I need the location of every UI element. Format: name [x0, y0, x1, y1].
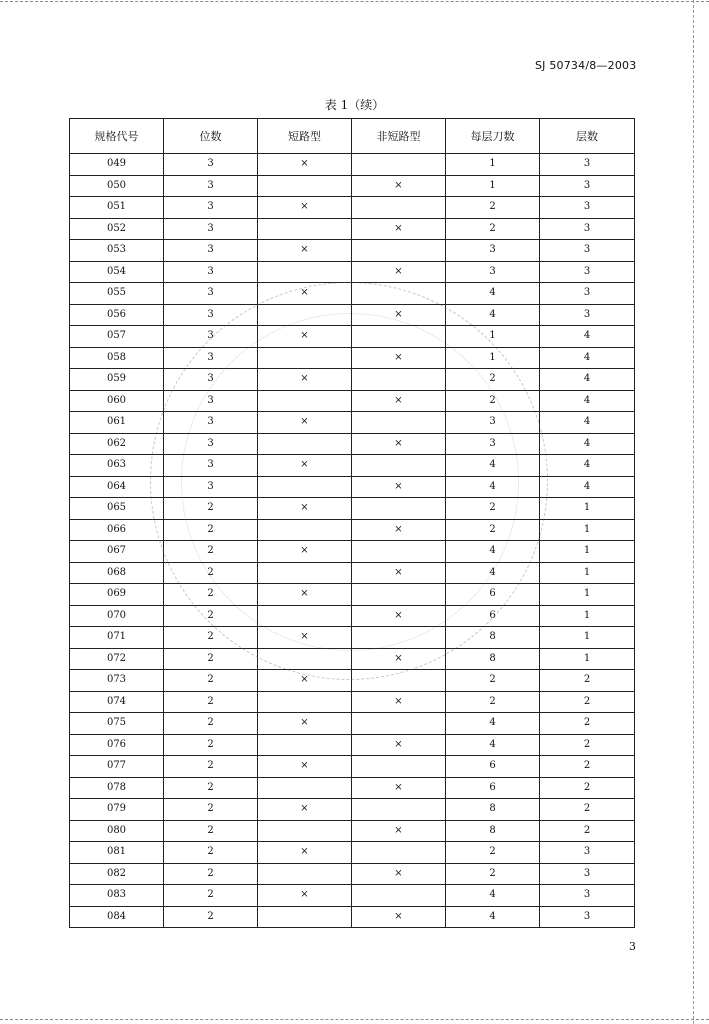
cell-spec-code: 083 — [70, 885, 164, 907]
table-row — [70, 562, 635, 584]
table-row — [70, 175, 635, 197]
cell-layers: 1 — [540, 562, 635, 584]
cell-blades-per-layer: 2 — [446, 670, 540, 692]
table-row — [70, 820, 635, 842]
cell-layers: 3 — [540, 218, 635, 240]
cell-short-type: × — [258, 283, 352, 305]
cell-digits: 3 — [164, 218, 258, 240]
cell-spec-code: 059 — [70, 369, 164, 391]
cell-spec-code: 073 — [70, 670, 164, 692]
table-row — [70, 326, 635, 348]
cell-digits: 3 — [164, 261, 258, 283]
cell-short-type — [258, 605, 352, 627]
table-row — [70, 756, 635, 778]
cell-blades-per-layer: 6 — [446, 756, 540, 778]
cell-spec-code: 069 — [70, 584, 164, 606]
cell-layers: 3 — [540, 906, 635, 928]
table-row — [70, 691, 635, 713]
cell-spec-code: 060 — [70, 390, 164, 412]
cell-short-type — [258, 476, 352, 498]
cell-spec-code: 054 — [70, 261, 164, 283]
table-body — [70, 154, 635, 928]
cell-spec-code: 076 — [70, 734, 164, 756]
cell-layers: 4 — [540, 476, 635, 498]
cell-digits: 2 — [164, 648, 258, 670]
cell-non-short-type: × — [352, 863, 446, 885]
table-row — [70, 476, 635, 498]
cell-digits: 2 — [164, 670, 258, 692]
cell-blades-per-layer: 8 — [446, 820, 540, 842]
table-header — [70, 119, 635, 154]
cell-non-short-type — [352, 842, 446, 864]
cell-blades-per-layer: 2 — [446, 863, 540, 885]
cell-layers: 2 — [540, 734, 635, 756]
cell-spec-code: 058 — [70, 347, 164, 369]
cell-digits: 2 — [164, 756, 258, 778]
cell-blades-per-layer: 4 — [446, 283, 540, 305]
cell-layers: 3 — [540, 863, 635, 885]
cell-spec-code: 066 — [70, 519, 164, 541]
cell-spec-code: 051 — [70, 197, 164, 219]
cell-spec-code: 049 — [70, 154, 164, 176]
cell-non-short-type — [352, 369, 446, 391]
cell-short-type: × — [258, 627, 352, 649]
cell-short-type: × — [258, 455, 352, 477]
table-row — [70, 498, 635, 520]
cell-non-short-type — [352, 326, 446, 348]
cell-non-short-type — [352, 240, 446, 262]
cell-non-short-type — [352, 412, 446, 434]
cell-layers: 3 — [540, 197, 635, 219]
cell-non-short-type: × — [352, 218, 446, 240]
cell-digits: 3 — [164, 476, 258, 498]
cell-spec-code: 053 — [70, 240, 164, 262]
cell-short-type: × — [258, 240, 352, 262]
document-code: SJ 50734/8—2003 — [535, 59, 637, 72]
cell-spec-code: 082 — [70, 863, 164, 885]
cell-blades-per-layer: 6 — [446, 605, 540, 627]
cell-spec-code: 074 — [70, 691, 164, 713]
cell-spec-code: 065 — [70, 498, 164, 520]
cell-layers: 3 — [540, 304, 635, 326]
cell-short-type: × — [258, 197, 352, 219]
cell-non-short-type — [352, 541, 446, 563]
cell-blades-per-layer: 1 — [446, 326, 540, 348]
cell-non-short-type: × — [352, 906, 446, 928]
cell-digits: 3 — [164, 390, 258, 412]
cell-short-type — [258, 691, 352, 713]
cell-blades-per-layer: 3 — [446, 412, 540, 434]
cell-spec-code: 050 — [70, 175, 164, 197]
cell-spec-code: 063 — [70, 455, 164, 477]
cell-blades-per-layer: 2 — [446, 519, 540, 541]
cell-digits: 2 — [164, 519, 258, 541]
cell-blades-per-layer: 4 — [446, 476, 540, 498]
table-row — [70, 713, 635, 735]
cell-blades-per-layer: 3 — [446, 261, 540, 283]
cell-non-short-type: × — [352, 648, 446, 670]
cell-non-short-type — [352, 455, 446, 477]
table-row — [70, 197, 635, 219]
cell-layers: 3 — [540, 240, 635, 262]
cell-short-type: × — [258, 842, 352, 864]
cell-layers: 3 — [540, 842, 635, 864]
spec-table — [69, 118, 635, 928]
table-row — [70, 412, 635, 434]
cell-short-type — [258, 820, 352, 842]
cell-spec-code: 077 — [70, 756, 164, 778]
cell-spec-code: 080 — [70, 820, 164, 842]
cell-digits: 2 — [164, 799, 258, 821]
cell-blades-per-layer: 8 — [446, 799, 540, 821]
cell-blades-per-layer: 4 — [446, 304, 540, 326]
table-row — [70, 734, 635, 756]
cell-blades-per-layer: 4 — [446, 455, 540, 477]
cell-blades-per-layer: 3 — [446, 240, 540, 262]
cell-spec-code: 061 — [70, 412, 164, 434]
cell-digits: 2 — [164, 906, 258, 928]
cell-blades-per-layer: 1 — [446, 154, 540, 176]
table-row — [70, 369, 635, 391]
cell-digits: 3 — [164, 154, 258, 176]
cell-digits: 3 — [164, 347, 258, 369]
cell-short-type — [258, 347, 352, 369]
cell-spec-code: 084 — [70, 906, 164, 928]
cell-layers: 2 — [540, 713, 635, 735]
cell-blades-per-layer: 2 — [446, 498, 540, 520]
cell-layers: 1 — [540, 584, 635, 606]
cell-short-type — [258, 175, 352, 197]
table-row — [70, 433, 635, 455]
table-row — [70, 304, 635, 326]
cell-spec-code: 071 — [70, 627, 164, 649]
cell-digits: 3 — [164, 283, 258, 305]
cell-non-short-type — [352, 885, 446, 907]
cell-spec-code: 075 — [70, 713, 164, 735]
cell-digits: 3 — [164, 240, 258, 262]
cell-non-short-type: × — [352, 347, 446, 369]
table-row — [70, 842, 635, 864]
cell-spec-code: 064 — [70, 476, 164, 498]
cell-short-type — [258, 261, 352, 283]
cell-layers: 3 — [540, 175, 635, 197]
cell-short-type: × — [258, 369, 352, 391]
cell-blades-per-layer: 4 — [446, 885, 540, 907]
cell-blades-per-layer: 4 — [446, 541, 540, 563]
cell-short-type — [258, 390, 352, 412]
cell-digits: 3 — [164, 175, 258, 197]
cell-short-type — [258, 906, 352, 928]
cell-digits: 2 — [164, 820, 258, 842]
cell-layers: 4 — [540, 347, 635, 369]
cell-layers: 4 — [540, 412, 635, 434]
cell-layers: 4 — [540, 369, 635, 391]
cell-digits: 3 — [164, 412, 258, 434]
cell-blades-per-layer: 2 — [446, 369, 540, 391]
table-row — [70, 605, 635, 627]
cell-short-type: × — [258, 498, 352, 520]
table-row — [70, 261, 635, 283]
column-header: 每层刀数 — [446, 119, 540, 154]
cell-spec-code: 062 — [70, 433, 164, 455]
cell-spec-code: 068 — [70, 562, 164, 584]
cell-short-type: × — [258, 799, 352, 821]
cell-blades-per-layer: 1 — [446, 175, 540, 197]
cell-layers: 2 — [540, 691, 635, 713]
cell-layers: 3 — [540, 283, 635, 305]
cell-digits: 2 — [164, 885, 258, 907]
cell-short-type — [258, 562, 352, 584]
cell-layers: 1 — [540, 519, 635, 541]
cell-digits: 2 — [164, 541, 258, 563]
table-row — [70, 627, 635, 649]
cell-digits: 3 — [164, 197, 258, 219]
page-number: 3 — [629, 940, 636, 953]
cell-digits: 3 — [164, 326, 258, 348]
cell-layers: 4 — [540, 455, 635, 477]
cell-digits: 2 — [164, 777, 258, 799]
cell-blades-per-layer: 6 — [446, 584, 540, 606]
table-row — [70, 347, 635, 369]
cell-digits: 2 — [164, 842, 258, 864]
cell-non-short-type — [352, 197, 446, 219]
cell-non-short-type: × — [352, 261, 446, 283]
cell-layers: 1 — [540, 627, 635, 649]
cell-blades-per-layer: 2 — [446, 691, 540, 713]
cell-blades-per-layer: 3 — [446, 433, 540, 455]
cell-spec-code: 078 — [70, 777, 164, 799]
cell-short-type — [258, 777, 352, 799]
cell-spec-code: 070 — [70, 605, 164, 627]
column-header: 规格代号 — [70, 119, 164, 154]
table-caption: 表 1（续） — [324, 98, 385, 112]
cell-non-short-type: × — [352, 433, 446, 455]
cell-spec-code: 055 — [70, 283, 164, 305]
cell-digits: 3 — [164, 369, 258, 391]
table-row — [70, 584, 635, 606]
cell-non-short-type: × — [352, 605, 446, 627]
cell-short-type: × — [258, 326, 352, 348]
cell-blades-per-layer: 4 — [446, 562, 540, 584]
cell-spec-code: 052 — [70, 218, 164, 240]
cell-blades-per-layer: 1 — [446, 347, 540, 369]
cell-layers: 2 — [540, 820, 635, 842]
cell-digits: 2 — [164, 691, 258, 713]
cell-layers: 3 — [540, 885, 635, 907]
cell-non-short-type — [352, 799, 446, 821]
scan-edge-top — [0, 1, 709, 2]
table-row — [70, 670, 635, 692]
cell-non-short-type — [352, 498, 446, 520]
cell-non-short-type: × — [352, 175, 446, 197]
header-row — [70, 119, 635, 154]
cell-blades-per-layer: 2 — [446, 390, 540, 412]
table-row — [70, 283, 635, 305]
cell-layers: 2 — [540, 756, 635, 778]
cell-digits: 2 — [164, 734, 258, 756]
cell-non-short-type: × — [352, 562, 446, 584]
cell-short-type — [258, 863, 352, 885]
cell-blades-per-layer: 4 — [446, 734, 540, 756]
cell-blades-per-layer: 8 — [446, 648, 540, 670]
column-header: 非短路型 — [352, 119, 446, 154]
cell-short-type: × — [258, 885, 352, 907]
cell-short-type: × — [258, 713, 352, 735]
cell-layers: 2 — [540, 799, 635, 821]
cell-blades-per-layer: 2 — [446, 218, 540, 240]
cell-spec-code: 081 — [70, 842, 164, 864]
cell-non-short-type: × — [352, 390, 446, 412]
cell-layers: 4 — [540, 326, 635, 348]
table-row — [70, 154, 635, 176]
cell-digits: 3 — [164, 304, 258, 326]
cell-short-type: × — [258, 541, 352, 563]
cell-spec-code: 067 — [70, 541, 164, 563]
table-row — [70, 777, 635, 799]
column-header: 短路型 — [258, 119, 352, 154]
table-row — [70, 240, 635, 262]
cell-blades-per-layer: 8 — [446, 627, 540, 649]
cell-blades-per-layer: 4 — [446, 713, 540, 735]
cell-short-type — [258, 734, 352, 756]
cell-layers: 2 — [540, 670, 635, 692]
cell-spec-code: 057 — [70, 326, 164, 348]
table-row — [70, 519, 635, 541]
cell-blades-per-layer: 2 — [446, 197, 540, 219]
cell-short-type: × — [258, 412, 352, 434]
column-header: 层数 — [540, 119, 635, 154]
cell-non-short-type: × — [352, 734, 446, 756]
cell-blades-per-layer: 6 — [446, 777, 540, 799]
cell-digits: 2 — [164, 605, 258, 627]
cell-non-short-type: × — [352, 519, 446, 541]
cell-layers: 1 — [540, 541, 635, 563]
cell-layers: 2 — [540, 777, 635, 799]
cell-short-type: × — [258, 584, 352, 606]
cell-non-short-type — [352, 283, 446, 305]
cell-non-short-type: × — [352, 476, 446, 498]
scan-edge-bottom — [0, 1019, 709, 1020]
cell-spec-code: 072 — [70, 648, 164, 670]
cell-layers: 3 — [540, 154, 635, 176]
cell-non-short-type: × — [352, 691, 446, 713]
cell-spec-code: 079 — [70, 799, 164, 821]
cell-non-short-type: × — [352, 304, 446, 326]
table-row — [70, 799, 635, 821]
cell-layers: 3 — [540, 261, 635, 283]
table-row — [70, 906, 635, 928]
cell-digits: 2 — [164, 562, 258, 584]
cell-non-short-type — [352, 154, 446, 176]
cell-digits: 2 — [164, 713, 258, 735]
cell-digits: 2 — [164, 498, 258, 520]
column-header: 位数 — [164, 119, 258, 154]
cell-non-short-type: × — [352, 777, 446, 799]
cell-digits: 2 — [164, 627, 258, 649]
scan-edge-right — [693, 0, 694, 1024]
cell-short-type: × — [258, 670, 352, 692]
table-row — [70, 390, 635, 412]
cell-spec-code: 056 — [70, 304, 164, 326]
cell-non-short-type — [352, 627, 446, 649]
cell-non-short-type — [352, 584, 446, 606]
table-row — [70, 455, 635, 477]
cell-short-type: × — [258, 154, 352, 176]
table-row — [70, 885, 635, 907]
cell-short-type: × — [258, 756, 352, 778]
cell-non-short-type: × — [352, 820, 446, 842]
cell-non-short-type — [352, 713, 446, 735]
cell-blades-per-layer: 4 — [446, 906, 540, 928]
cell-digits: 3 — [164, 433, 258, 455]
cell-layers: 1 — [540, 648, 635, 670]
cell-short-type — [258, 519, 352, 541]
cell-non-short-type — [352, 670, 446, 692]
cell-short-type — [258, 433, 352, 455]
cell-layers: 1 — [540, 498, 635, 520]
cell-non-short-type — [352, 756, 446, 778]
cell-short-type — [258, 648, 352, 670]
cell-layers: 4 — [540, 433, 635, 455]
cell-blades-per-layer: 2 — [446, 842, 540, 864]
cell-short-type — [258, 304, 352, 326]
cell-digits: 3 — [164, 455, 258, 477]
cell-digits: 2 — [164, 584, 258, 606]
table-row — [70, 541, 635, 563]
table-row — [70, 218, 635, 240]
table-row — [70, 648, 635, 670]
cell-digits: 2 — [164, 863, 258, 885]
cell-short-type — [258, 218, 352, 240]
table-row — [70, 863, 635, 885]
cell-layers: 1 — [540, 605, 635, 627]
cell-layers: 4 — [540, 390, 635, 412]
